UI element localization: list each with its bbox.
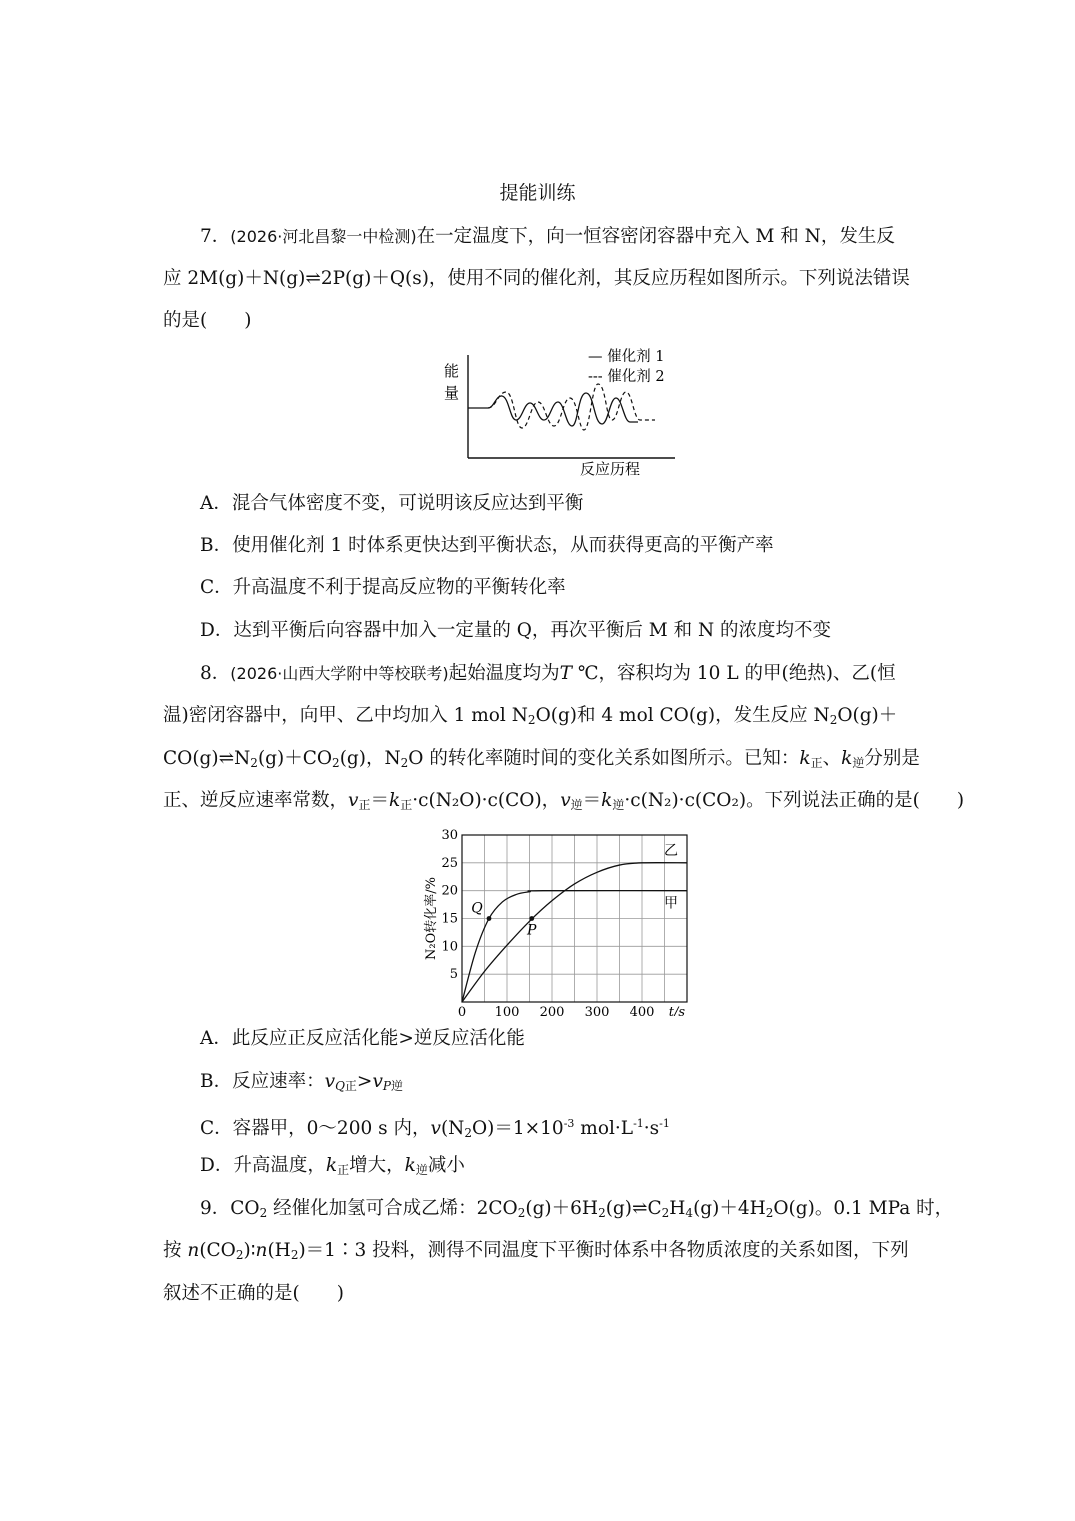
q8-k-symbol: k	[799, 748, 811, 769]
q7-legend-1: — 催化剂 1	[588, 349, 665, 365]
q7-y-label-2: 量	[444, 384, 460, 402]
q8-k-symbol: k	[841, 748, 853, 769]
q8-subscript: 逆	[570, 798, 583, 812]
q8-text: B．反应速率：	[200, 1071, 325, 1092]
q8-text: O(g)和 4 mol CO(g)，发生反应 N	[535, 705, 830, 726]
y-tick-label: 15	[441, 911, 458, 927]
q8-text: 正、逆反应速率常数，	[163, 790, 349, 811]
q8-text: ·c(N₂)·c(CO₂)。下列说法正确的是( )	[624, 790, 965, 811]
x-tick-label: 100	[494, 1005, 520, 1016]
x-tick-label: 0	[457, 1005, 467, 1016]
x-tick-label: 400	[629, 1005, 655, 1016]
q7-legend-2: --- 催化剂 2	[588, 369, 665, 385]
q8-text: >	[356, 1071, 373, 1092]
q9-n-symbol: n	[255, 1240, 268, 1261]
q7-number: 7．	[200, 226, 231, 247]
q9-subscript: 2	[517, 1206, 526, 1220]
q8-text: 温)密闭容器中，向甲、乙中均加入 1 mol N	[163, 705, 528, 726]
q9-text: (g)＋4H	[693, 1198, 766, 1219]
x-axis-label: t/s	[668, 1005, 685, 1016]
q9-text: O(g)。0.1 MPa 时，	[773, 1198, 954, 1219]
q8-superscript: -1	[659, 1117, 670, 1130]
q7-energy-diagram	[430, 340, 690, 480]
q8-text: C．容器甲，0～200 s 内，	[200, 1118, 431, 1139]
q8-text: ＝	[582, 790, 602, 811]
q7-x-label: 反应历程	[580, 460, 641, 478]
q8-text: ℃，容积均为 10 L 的甲(绝热)、乙(恒	[571, 663, 896, 684]
q7-curve-catalyst-2	[488, 384, 655, 430]
q8-text: mol·L	[574, 1118, 634, 1139]
q9-subscript: 2	[598, 1206, 606, 1220]
chart-labels	[424, 828, 685, 1016]
q8-source: (2026·山西大学附中等校联考)	[230, 664, 449, 683]
q8-k-symbol: k	[404, 1155, 416, 1176]
q8-text: O 的转化率随时间的变化关系如图所示。已知：	[408, 748, 800, 769]
q9-text: (g)⇌C	[605, 1198, 662, 1219]
q8-subscript: 2	[400, 756, 409, 770]
q7-y-label-1: 能	[444, 362, 460, 380]
q8-subscript: Q	[335, 1079, 345, 1093]
y-tick-label: 10	[441, 939, 458, 955]
q8-text: ·c(N₂O)·c(CO)，	[412, 790, 561, 811]
q8-text: 分别是	[864, 748, 920, 769]
q8-subscript: P	[382, 1079, 391, 1093]
q9-text: (g)＋6H	[525, 1198, 599, 1219]
x-tick-label: 200	[539, 1005, 565, 1016]
q8-text: 增大，	[349, 1155, 405, 1176]
q7-line1-text: 在一定温度下，向一恒容密闭容器中充入 M 和 N，发生反	[416, 226, 895, 247]
q8-text: 减小	[427, 1155, 465, 1176]
q8-superscript: -3	[563, 1117, 575, 1130]
q8-text: CO(g)⇌N	[163, 748, 251, 769]
q8-option-c	[200, 1111, 670, 1146]
q7-option-a: A．混合气体密度不变，可说明该反应达到平衡	[200, 493, 584, 514]
q9-subscript: 4	[685, 1206, 694, 1220]
series-name-label: 乙	[664, 842, 678, 859]
q8-subscript: 逆	[415, 1163, 428, 1177]
q9-text: 按	[163, 1240, 188, 1261]
q8-k-symbol: k	[601, 790, 613, 811]
q8-text: ＝	[370, 790, 389, 811]
q7-line-3: 的是( )	[163, 310, 252, 331]
q8-subscript: 正	[400, 798, 413, 812]
section-title: 提能训练	[499, 182, 576, 204]
q8-number: 8．	[200, 663, 231, 684]
q8-line-4	[163, 788, 964, 818]
q8-v-symbol: v	[324, 1071, 336, 1092]
q8-conversion-chart	[410, 822, 710, 1016]
y-tick-label: 20	[441, 883, 458, 899]
q9-text: )∶	[243, 1240, 256, 1261]
q8-subscript: 正	[337, 1163, 350, 1177]
q9-text: 经催化加氢可合成乙烯：2CO	[267, 1198, 518, 1219]
q8-subscript: 2	[527, 713, 536, 727]
q8-text: O)＝1×10	[472, 1118, 564, 1139]
q8-subscript: 正	[344, 1079, 357, 1093]
q9-text: )＝1∶3 投料，测得不同温度下平衡时体系中各物质浓度的关系如图，下列	[298, 1240, 909, 1261]
y-tick-label: 5	[449, 967, 458, 983]
q8-subscript: 2	[464, 1126, 472, 1140]
q9-subscript: 2	[765, 1206, 774, 1220]
q8-subscript: 正	[810, 756, 823, 770]
q7-source: (2026·河北昌黎一中检测)	[230, 227, 417, 246]
q8-subscript: 2	[829, 713, 838, 727]
q8-k-symbol: k	[325, 1155, 338, 1176]
q7-option-b: B．使用催化剂 1 时体系更快达到平衡状态，从而获得更高的平衡产率	[200, 535, 774, 556]
q8-text: ·s	[643, 1118, 660, 1139]
q8-subscript: 2	[250, 756, 258, 770]
q8-text: 、	[822, 748, 842, 769]
q8-superscript: -1	[633, 1117, 644, 1130]
q8-text: (g)，N	[339, 748, 401, 769]
q8-text: O(g)＋	[837, 705, 898, 726]
data-point-label: P	[527, 922, 537, 939]
q7-line-2: 应 2M(g)＋N(g)⇌2P(g)＋Q(s)，使用不同的催化剂，其反应历程如图所示。下列说法错误	[163, 268, 910, 289]
q8-k-symbol: k	[389, 790, 401, 811]
q8-text: 起始温度均为	[448, 663, 560, 684]
q8-v-symbol: v	[348, 790, 359, 811]
q8-v-symbol: v	[560, 790, 571, 811]
q9-line-2	[163, 1238, 909, 1268]
q8-text: D．升高温度，	[200, 1155, 326, 1176]
chart-grid	[462, 835, 687, 1002]
data-point-label: Q	[471, 900, 483, 917]
q7-option-c: C．升高温度不利于提高反应物的平衡转化率	[200, 577, 566, 598]
q8-text: (N	[440, 1118, 465, 1139]
q8-line-2	[163, 703, 897, 733]
q8-subscript: 2	[332, 756, 340, 770]
q8-subscript: 逆	[852, 756, 865, 770]
y-tick-label: 25	[441, 855, 458, 871]
q8-subscript: 正	[358, 798, 371, 812]
q9-n-symbol: n	[187, 1240, 200, 1261]
x-tick-label: 300	[584, 1005, 610, 1016]
q8-option-b	[200, 1069, 403, 1099]
q7-line-1	[200, 224, 895, 250]
q9-subscript: 2	[661, 1206, 670, 1220]
q8-v-symbol: v	[372, 1071, 383, 1092]
q8-option-a: A．此反应正反应活化能>逆反应活化能	[200, 1028, 525, 1049]
q9-text: H	[669, 1198, 686, 1219]
q9-text: (CO	[199, 1240, 236, 1261]
q9-line-1	[200, 1196, 953, 1226]
q8-text: T	[559, 663, 572, 684]
q8-text: (g)＋CO	[257, 748, 333, 769]
q8-line-3	[163, 746, 920, 776]
q8-subscript: 逆	[390, 1079, 403, 1093]
series-name-label: 甲	[664, 895, 678, 912]
q9-subscript: 2	[259, 1206, 268, 1220]
data-point-P	[529, 916, 534, 921]
q9-text: CO	[230, 1198, 260, 1219]
q9-subscript: 2	[235, 1248, 244, 1262]
q8-option-d	[200, 1153, 465, 1183]
y-axis-label: N₂O转化率/%	[424, 877, 439, 960]
y-tick-label: 30	[441, 828, 458, 843]
q9-text: (H	[267, 1240, 291, 1261]
q8-v-symbol: v	[430, 1118, 441, 1139]
data-point-Q	[487, 916, 492, 921]
q7-curve-catalyst-1	[468, 393, 638, 426]
q8-subscript: 逆	[612, 798, 625, 812]
q8-line-1	[200, 661, 896, 687]
q7-option-d: D．达到平衡后向容器中加入一定量的 Q，再次平衡后 M 和 N 的浓度均不变	[200, 620, 832, 641]
q9-line-3: 叙述不正确的是( )	[163, 1283, 344, 1304]
q9-number: 9．	[200, 1198, 231, 1219]
q9-subscript: 2	[290, 1248, 299, 1262]
